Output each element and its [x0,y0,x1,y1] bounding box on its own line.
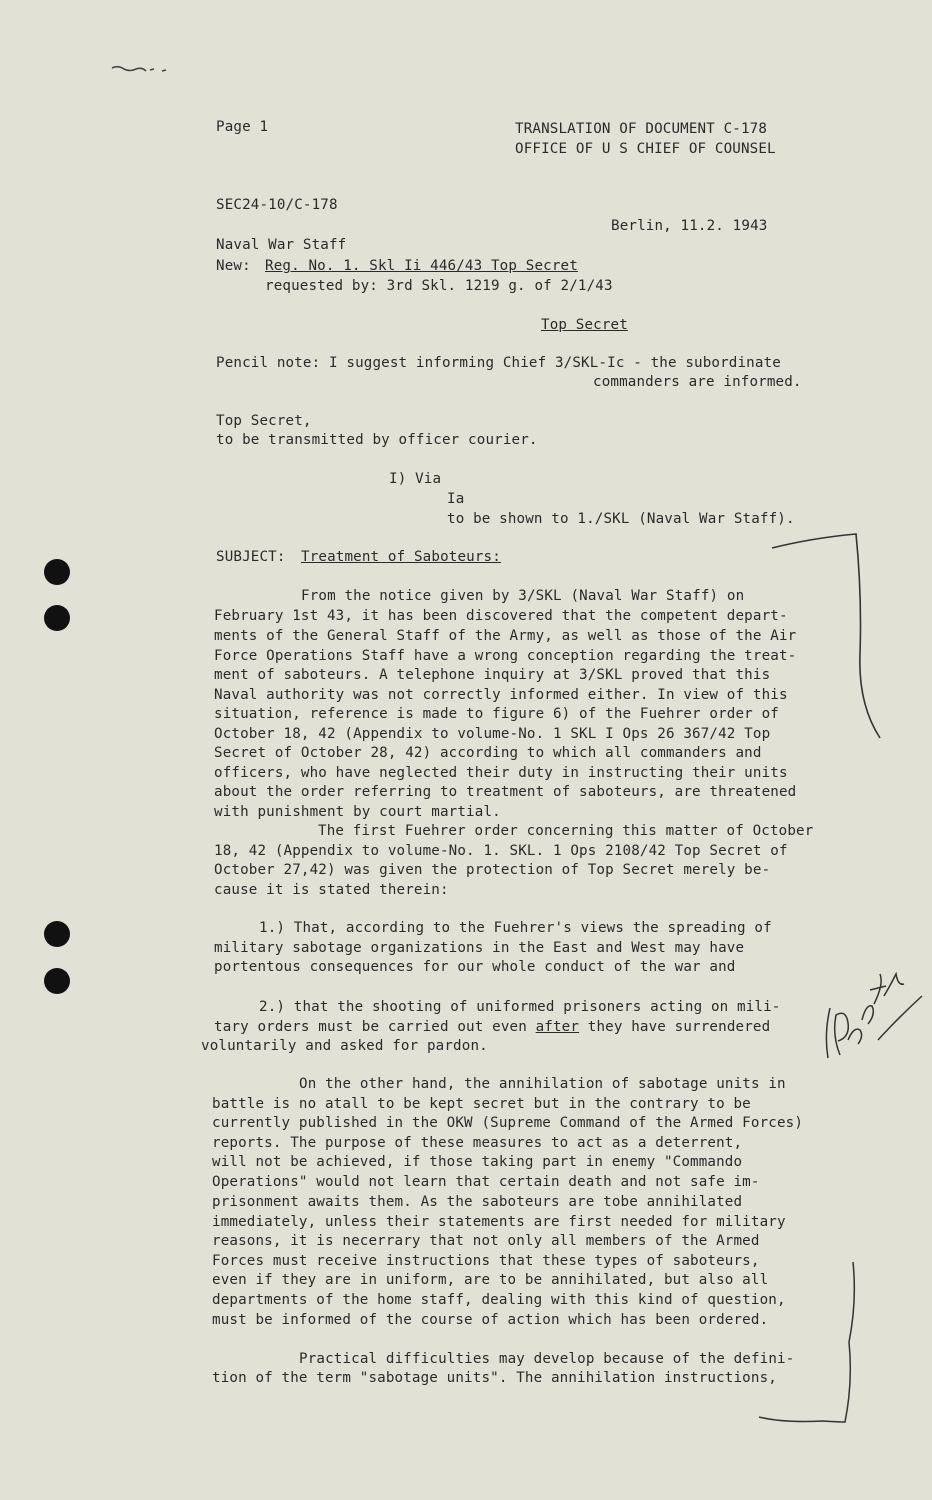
classification: Top Secret [541,317,628,333]
para1-line: October 18, 42 (Appendix to volume-No. 1 SKL I Ops 26 367/42 Top [214,726,771,742]
item2-line: 2.) that the shooting of uniformed prisoners acting on mili- [259,999,781,1015]
handwritten-note [826,974,922,1058]
para4-line: Practical difficulties may develop because of the defini- [299,1351,795,1367]
para1-line: with punishment by court martial. [214,804,501,820]
para2-line: cause it is stated therein: [214,882,449,898]
item2-text: tary orders must be carried out even [214,1019,536,1035]
new-label: New: [216,258,251,274]
para3-line: will not be achieved, if those taking part in enemy "Commando [212,1154,743,1170]
para3-line: battle is no atall to be kept secret but in the contrary to be [212,1096,751,1112]
routing-via: I) Via [389,471,442,487]
para2-line: 18, 42 (Appendix to volume-No. 1. SKL. 1 Ops 2108/42 Top Secret of [214,843,788,859]
item2-line: voluntarily and asked for pardon. [201,1038,488,1054]
pencil-note-line1: Pencil note: I suggest informing Chief 3/SKL-Ic - the subordinate [216,355,781,371]
para1-line: ments of the General Staff of the Army, as well as those of the Air [214,628,797,644]
para3-line: reasons, it is necerrary that not only all members of the Armed [212,1233,760,1249]
para1-line: From the notice given by 3/SKL (Naval War Staff) on [301,588,745,604]
para3-line: Forces must receive instructions that these types of saboteurs, [212,1253,760,1269]
para1-line: officers, who have neglected their duty in instructing their units [214,765,788,781]
para2-line: The first Fuehrer order concerning this matter of October [318,823,814,839]
para1-line: Naval authority was not correctly informed either. In view of this [214,687,788,703]
place-date: Berlin, 11.2. 1943 [611,218,768,234]
transmit-line2: to be transmitted by officer courier. [216,432,538,448]
pencil-note-line2: commanders are informed. [593,374,802,390]
subject-label: SUBJECT: [216,549,286,565]
para1-line: Force Operations Staff have a wrong conception regarding the treat- [214,648,797,664]
para3-line: reports. The purpose of these measures to act as a deterrent, [212,1135,743,1151]
para3-line: On the other hand, the annihilation of sabotage units in [299,1076,786,1092]
para3-line: must be informed of the course of action which has been ordered. [212,1312,769,1328]
para1-line: ment of saboteurs. A telephone inquiry at 3/SKL proved that this [214,667,771,683]
pencil-bracket [772,534,880,738]
para2-line: October 27,42) was given the protection of Top Secret merely be- [214,862,771,878]
para3-line: immediately, unless their statements are first needed for military [212,1214,786,1230]
para3-line: prisonment awaits them. As the saboteurs are tobe annihilated [212,1194,743,1210]
pencil-scribble [112,67,166,71]
para1-line: February 1st 43, it has been discovered that the competent depart- [214,608,788,624]
para1-line: situation, reference is made to figure 6) of the Fuehrer order of [214,706,779,722]
pencil-bracket [759,1262,854,1422]
routing-shown: to be shown to 1./SKL (Naval War Staff). [447,511,795,527]
subject-text: Treatment of Saboteurs: [301,549,501,565]
para3-line: currently published in the OKW (Supreme Command of the Armed Forces) [212,1115,804,1131]
routing-ia: Ia [447,491,465,507]
office-title: OFFICE OF U S CHIEF OF COUNSEL [515,141,776,157]
item2-emphasis: after [535,1019,580,1035]
addressee: Naval War Staff [216,237,347,253]
item2-text: they have surrendered [579,1019,771,1035]
page-number: Page 1 [216,119,269,135]
transmit-line1: Top Secret, [216,413,312,429]
para3-line: even if they are in uniform, are to be annihilated, but also all [212,1272,769,1288]
para1-line: Secret of October 28, 42) according to which all commanders and [214,745,762,761]
new-reference: Reg. No. 1. Skl Ii 446/43 Top Secret [265,258,578,274]
item1-line: portentous consequences for our whole conduct of the war and [214,959,736,975]
para3-line: Operations" would not learn that certain death and not safe im- [212,1174,760,1190]
requested-by: requested by: 3rd Skl. 1219 g. of 2/1/43 [265,278,613,294]
item1-line: military sabotage organizations in the East and West may have [214,940,745,956]
item1-line: 1.) That, according to the Fuehrer's views the spreading of [259,920,772,936]
para3-line: departments of the home staff, dealing with this kind of question, [212,1292,786,1308]
reference-number: SEC24-10/C-178 [216,197,338,213]
para1-line: about the order referring to treatment of saboteurs, are threatened [214,784,797,800]
document-title: TRANSLATION OF DOCUMENT C-178 [515,121,768,137]
para4-line: tion of the term "sabotage units". The annihilation instructions, [212,1370,777,1386]
